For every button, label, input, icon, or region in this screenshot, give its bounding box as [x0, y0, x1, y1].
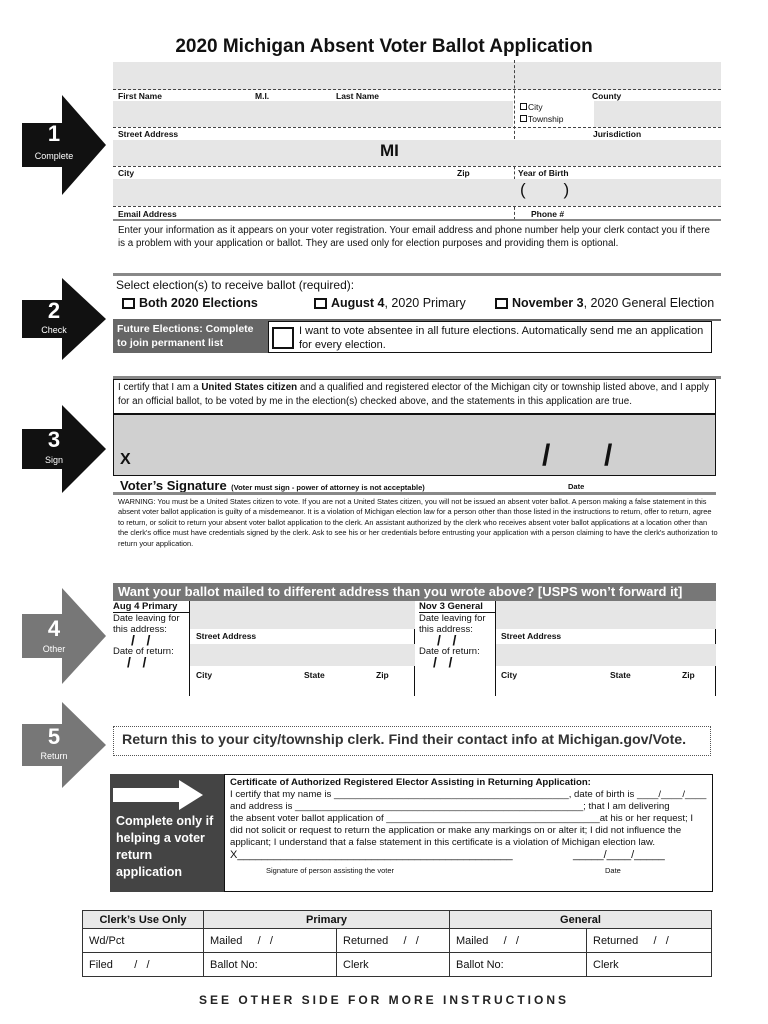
- checkbox-icon: [520, 115, 527, 122]
- street-label: Street Address: [501, 631, 562, 641]
- table-cell: Ballot No:: [204, 953, 337, 977]
- info-note: Enter your information as it appears on your voter registration. Your email address and phone number help your clerk contact you if there is a problem with your application or ballot. They are used only for election purposes and providing them is optional.: [118, 225, 710, 249]
- step-label: Complete: [34, 151, 74, 161]
- checkbox-icon: [520, 103, 527, 110]
- election-heading: Select election(s) to receive ballot (required):: [116, 278, 355, 292]
- aug-address-block: [189, 601, 415, 696]
- certificate-line-4: did not solicit or request to return the application or make any markings on or alter it; I did not influence the: [230, 825, 682, 836]
- state-label: State: [304, 670, 325, 680]
- divider: [113, 206, 721, 207]
- last-name-label: Last Name: [336, 91, 379, 101]
- november-label-rest: , 2020 General Election: [583, 296, 715, 310]
- step-4-arrow: [22, 588, 102, 688]
- warning-text: WARNING: You must be a United States citizen to vote. If you are not a United States citizen, you will not be issued an absent voter ballot. A person making a false statement in this absent voter ballot application is guilty of a misdemeanor. It is a violation of Michigan election law for a person other than those listed in the instructions to return, offer to return, agree to return, or solicit to return your absent voter ballot application to the clerk. An assistant authorized by the clerk who receives absent voter ballot applications at a location other than the clerk's office must have credentials signed by the clerk. Ask to see his or her credentials before entrusting your application with a person claiming to have the clerk's authorization to return your application.: [118, 497, 718, 548]
- leaving-label: Date leaving for this address:: [113, 613, 180, 635]
- date-label: Date: [568, 482, 585, 491]
- return-date[interactable]: / /: [127, 654, 147, 670]
- certificate-title-bold: Certificate of Authorized Registered Elector: [230, 777, 429, 788]
- divider: [113, 166, 721, 167]
- mi-label: M.I.: [255, 91, 270, 101]
- certificate-line-1[interactable]: I certify that my name is ____________________________________________, date of birth is ____/____/____: [230, 789, 707, 800]
- nov-address-block: [495, 601, 716, 696]
- august-label-rest: , 2020 Primary: [384, 296, 466, 310]
- step-number: 3: [47, 427, 61, 452]
- state-value: MI: [380, 141, 399, 160]
- certificate-line-3[interactable]: the absent voter ballot application of ________________________________________at his or her request; I: [230, 813, 694, 824]
- first-name-label: First Name: [118, 91, 162, 101]
- table-cell: Filed / /: [83, 953, 204, 977]
- city-option[interactable]: [520, 102, 543, 112]
- certify-text-b: and a qualified and registered elector of the Michigan city or township listed above, and I apply for an official ballot, to be voted by me in the election(s) checked above, and the statements in this application are true.: [118, 382, 709, 407]
- zip-label: Zip: [682, 670, 695, 680]
- divider: [113, 492, 716, 495]
- step-label: Return: [40, 751, 68, 761]
- clerk-use-header: Clerk’s Use Only: [83, 911, 204, 929]
- arrow-right-icon: [113, 780, 205, 810]
- assistant-signature-label: Signature of person assisting the voter: [266, 866, 394, 875]
- signature-x: X: [120, 451, 131, 468]
- certificate-line-2[interactable]: and address is ______________________________________________________; that I am delivering: [230, 801, 670, 812]
- table-cell: Returned / /: [587, 929, 712, 953]
- table-cell: Returned / /: [337, 929, 450, 953]
- nov-dates-block: [419, 601, 495, 696]
- street-field[interactable]: [113, 101, 513, 127]
- divider: [113, 89, 721, 90]
- table-cell: Clerk: [337, 953, 450, 977]
- aug-city-field[interactable]: [190, 644, 415, 666]
- city-label: City: [196, 670, 213, 680]
- city-option-label: City: [528, 102, 543, 112]
- state-label: State: [610, 670, 631, 680]
- assistant-date-line[interactable]: _____/____/_____: [573, 849, 665, 861]
- city-label: City: [118, 168, 135, 178]
- return-label: Date of return:: [113, 646, 174, 657]
- phone-area-code: ( ): [520, 180, 570, 199]
- township-option[interactable]: [520, 114, 563, 124]
- alt-address-heading: Want your ballot mailed to different address than you wrote above? [USPS won’t forward it]: [113, 583, 716, 601]
- jurisdiction-label: Jurisdiction: [593, 129, 642, 139]
- future-elections-text: I want to vote absentee in all future elections. Automatically send me an application for every election.: [299, 325, 704, 351]
- nov-title: Nov 3 General: [419, 601, 495, 613]
- name-field[interactable]: [113, 62, 721, 90]
- step-label: Sign: [44, 455, 63, 465]
- step-number: 5: [47, 724, 61, 749]
- step-5-arrow: [22, 702, 102, 802]
- aug-street-field[interactable]: [190, 601, 415, 629]
- certify-text-bold: United States citizen: [201, 382, 298, 393]
- certificate-line-5: applicant; I understand that a false statement in this certificate is a violation of Michigan election law.: [230, 837, 656, 848]
- divider: [113, 273, 721, 276]
- street-label: Street Address: [118, 129, 179, 139]
- step-label: Other: [42, 644, 66, 654]
- email-label: Email Address: [118, 209, 177, 219]
- divider: [113, 219, 721, 221]
- checkbox-icon: [122, 298, 135, 309]
- county-field[interactable]: [594, 101, 721, 127]
- certificate-title-rest: Assisting in Returning Application:: [428, 777, 591, 788]
- certificate-title: [230, 777, 707, 789]
- step-number: 4: [47, 616, 61, 641]
- future-elections-option[interactable]: [268, 321, 712, 353]
- checkbox-icon: [314, 298, 327, 309]
- table-cell: Wd/Pct: [83, 929, 204, 953]
- date-slash: /: [604, 439, 613, 472]
- step-3-arrow: [22, 405, 102, 505]
- certify-text-a: I certify that I am a: [118, 382, 202, 393]
- step-number: 2: [47, 298, 61, 323]
- footer-instruction: SEE OTHER SIDE FOR MORE INSTRUCTIONS: [198, 993, 570, 1007]
- assistant-signature-line[interactable]: X_____________________________________________: [230, 849, 513, 861]
- leaving-date[interactable]: / /: [131, 632, 151, 648]
- email-phone-field[interactable]: [113, 179, 721, 206]
- table-cell: Mailed / /: [450, 929, 587, 953]
- table-header-row: [83, 911, 712, 929]
- leaving-date[interactable]: / /: [437, 632, 457, 648]
- complete-only-text: Complete only if helping a voter return application: [116, 814, 214, 879]
- august-label: August 4: [331, 296, 385, 310]
- checkbox-icon: [495, 298, 508, 309]
- assistant-date-label: Date: [605, 866, 621, 875]
- return-label: Date of return:: [419, 646, 480, 657]
- street-label: Street Address: [196, 631, 257, 641]
- zip-label: Zip: [376, 670, 389, 680]
- assistant-signature-row: [230, 849, 707, 865]
- aug-title: Aug 4 Primary: [113, 601, 189, 613]
- yob-label: Year of Birth: [518, 168, 569, 178]
- voter-signature-title: Voter’s Signature: [120, 478, 227, 493]
- voter-signature-note: (Voter must sign - power of attorney is not acceptable): [231, 483, 425, 492]
- table-cell: Mailed / /: [204, 929, 337, 953]
- general-header: General: [450, 911, 712, 929]
- form-title: 2020 Michigan Absent Voter Ballot Application: [175, 36, 593, 57]
- future-elections-label: Future Elections: Complete to join permanent list: [113, 320, 268, 353]
- assistant-signature-labels: [230, 865, 707, 875]
- checkbox-icon: [272, 327, 294, 349]
- zip-label: Zip: [457, 168, 470, 178]
- step-2-arrow: [22, 278, 102, 378]
- nov-street-field[interactable]: [496, 601, 716, 629]
- table-row: [83, 953, 712, 977]
- both-elections-option[interactable]: [122, 296, 258, 310]
- city-field[interactable]: [113, 140, 721, 166]
- november-option[interactable]: [495, 296, 714, 310]
- county-label: County: [592, 91, 622, 101]
- township-option-label: Township: [528, 114, 564, 124]
- return-instructions: Return this to your city/township clerk. Find their contact info at Michigan.gov/Vote.: [113, 726, 711, 756]
- complete-only-box: [110, 774, 224, 892]
- step-number: 1: [47, 121, 61, 146]
- return-date[interactable]: / /: [433, 654, 453, 670]
- table-cell: Ballot No:: [450, 953, 587, 977]
- aug-dates-block: [113, 601, 189, 696]
- clerk-use-table: [82, 910, 712, 977]
- nov-city-field[interactable]: [496, 644, 716, 666]
- primary-header: Primary: [204, 911, 450, 929]
- city-label: City: [501, 670, 518, 680]
- assistant-certificate: [224, 774, 713, 892]
- step-1-arrow: [22, 95, 102, 195]
- november-label: November 3: [512, 296, 584, 310]
- table-cell: Clerk: [587, 953, 712, 977]
- signature-field[interactable]: [113, 414, 716, 476]
- august-option[interactable]: [314, 296, 466, 310]
- step-label: Check: [41, 325, 67, 335]
- leaving-label: Date leaving for this address:: [419, 613, 486, 635]
- both-elections-label: Both 2020 Elections: [139, 296, 258, 310]
- certification-text: [113, 379, 716, 414]
- table-row: [83, 929, 712, 953]
- phone-label: Phone #: [531, 209, 565, 219]
- divider: [113, 127, 721, 128]
- date-slash: /: [542, 439, 551, 472]
